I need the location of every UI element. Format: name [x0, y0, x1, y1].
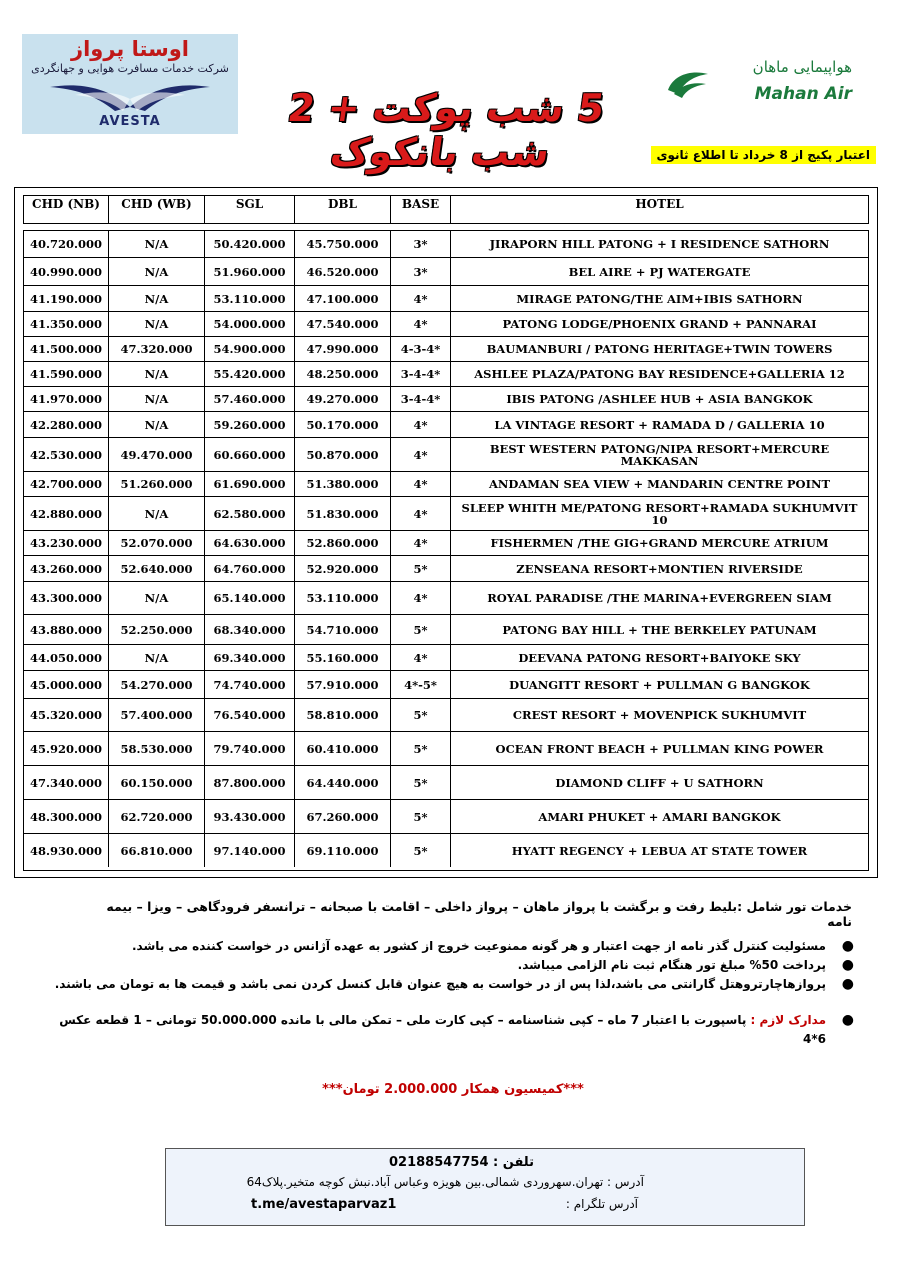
- cell-hotel: LA VINTAGE RESORT + RAMADA D / GALLERIA 10: [450, 412, 868, 437]
- cell-chd-wb: N/A: [108, 231, 204, 257]
- contact-box: [165, 1148, 805, 1226]
- bullet-icon: ●: [841, 938, 854, 954]
- table-row: [24, 731, 868, 765]
- cell-dbl: 49.270.000: [294, 387, 390, 411]
- cell-base: 4*: [390, 412, 450, 437]
- cell-hotel: ROYAL PARADISE /THE MARINA+EVERGREEN SIAM: [450, 582, 868, 614]
- table-row: [24, 799, 868, 833]
- tour-services: خدمات تور شامل :بلیط رفت و برگشت با پرواز ماهان – پرواز داخلی – اقامت با صبحانه – ترانسفر فرودگاهی – ویزا – بیمه نامه: [106, 899, 852, 929]
- cell-dbl: 54.710.000: [294, 615, 390, 644]
- cell-dbl: 64.440.000: [294, 766, 390, 799]
- cell-hotel: FISHERMEN /THE GIG+GRAND MERCURE ATRIUM: [450, 531, 868, 555]
- table-row: [24, 411, 868, 437]
- cell-hotel: BEST WESTERN PATONG/NIPA RESORT+MERCURE MAKKASAN: [450, 438, 868, 471]
- contact-phone: تلفن : 02188547754: [389, 1155, 534, 1170]
- table-row: [24, 311, 868, 336]
- cell-hotel: BAUMANBURI / PATONG HERITAGE+TWIN TOWERS: [450, 337, 868, 361]
- cell-hotel: IBIS PATONG /ASHLEE HUB + ASIA BANGKOK: [450, 387, 868, 411]
- cell-dbl: 52.860.000: [294, 531, 390, 555]
- cell-hotel: DIAMOND CLIFF + U SATHORN: [450, 766, 868, 799]
- cell-base: 4*-5*: [390, 671, 450, 698]
- cell-base: 5*: [390, 556, 450, 581]
- table-row: [24, 581, 868, 614]
- telegram-link[interactable]: t.me/avestaparvaz1: [251, 1197, 397, 1212]
- cell-hotel: ASHLEE PLAZA/PATONG BAY RESIDENCE+GALLERIA 12: [450, 362, 868, 386]
- cell-chd-wb: 47.320.000: [108, 337, 204, 361]
- header-dbl: DBL: [294, 196, 390, 223]
- page-title: 5 شب پوکت + 2 شب بانکوک: [285, 86, 608, 174]
- cell-sgl: 69.340.000: [204, 645, 294, 670]
- cell-sgl: 97.140.000: [204, 834, 294, 867]
- cell-dbl: 53.110.000: [294, 582, 390, 614]
- table-row: [24, 361, 868, 386]
- cell-sgl: 62.580.000: [204, 497, 294, 530]
- note-item: [54, 937, 854, 956]
- cell-hotel: MIRAGE PATONG/THE AIM+IBIS SATHORN: [450, 286, 868, 311]
- table-row: [24, 336, 868, 361]
- cell-chd-nb: 47.340.000: [29, 775, 103, 790]
- cell-base: 5*: [390, 615, 450, 644]
- cell-chd-wb: 62.720.000: [108, 800, 204, 833]
- table-row: [24, 698, 868, 731]
- cell-chd-nb: 41.590.000: [29, 367, 103, 381]
- cell-dbl: 67.260.000: [294, 800, 390, 833]
- cell-dbl: 48.250.000: [294, 362, 390, 386]
- cell-base: 4*: [390, 582, 450, 614]
- table-row: [24, 555, 868, 581]
- note-item: [54, 975, 854, 994]
- cell-sgl: 64.760.000: [204, 556, 294, 581]
- cell-chd-wb: 54.270.000: [108, 671, 204, 698]
- note-text: پروازهاچارتروهتل گارانتی می باشد،لذا پس از در خواست به هیچ عنوان قابل کنسل کردن نمی باشد و قیمت ها به تومان می باشند.: [54, 977, 826, 991]
- cell-sgl: 79.740.000: [204, 732, 294, 765]
- cell-sgl: 74.740.000: [204, 671, 294, 698]
- cell-dbl: 51.380.000: [294, 472, 390, 496]
- notes-list: [54, 937, 854, 1049]
- cell-dbl: 50.870.000: [294, 438, 390, 471]
- cell-chd-wb: 58.530.000: [108, 732, 204, 765]
- bullet-icon: ●: [841, 957, 854, 973]
- note-text: پرداخت 50% مبلغ تور هنگام ثبت نام الزامی میباشد.: [517, 958, 826, 972]
- cell-base: 5*: [390, 800, 450, 833]
- cell-hotel: ZENSEANA RESORT+MONTIEN RIVERSIDE: [450, 556, 868, 581]
- cell-dbl: 45.750.000: [294, 231, 390, 257]
- cell-base: 4*: [390, 286, 450, 311]
- cell-chd-nb: 42.530.000: [29, 447, 103, 462]
- documents-text: پاسپورت با اعتبار 7 ماه – کپی شناسنامه – کپی کارت ملی – تمکن مالی با مانده 50.000.000 تومانی – 1 قطعه عکس 6*4: [59, 1013, 826, 1046]
- table-header: [23, 195, 869, 224]
- required-documents: [54, 1011, 854, 1049]
- cell-chd-wb: N/A: [108, 497, 204, 530]
- mahan-air-en: Mahan Air: [754, 84, 852, 104]
- avesta-logo-subtitle: شرکت خدمات مسافرت هوایی و جهانگردی: [31, 62, 229, 75]
- cell-base: 5*: [390, 699, 450, 731]
- cell-chd-nb: 43.260.000: [29, 561, 103, 576]
- cell-chd-nb: 44.050.000: [29, 650, 103, 665]
- cell-hotel: DUANGITT RESORT + PULLMAN G BANGKOK: [450, 671, 868, 698]
- bullet-icon: ●: [841, 1012, 854, 1028]
- cell-dbl: 51.830.000: [294, 497, 390, 530]
- cell-sgl: 54.900.000: [204, 337, 294, 361]
- cell-hotel: CREST RESORT + MOVENPICK SUKHUMVIT: [450, 699, 868, 731]
- cell-chd-nb: 43.300.000: [29, 591, 103, 605]
- cell-hotel: PATONG LODGE/PHOENIX GRAND + PANNARAI: [450, 312, 868, 336]
- cell-base: 3-4-4*: [390, 387, 450, 411]
- cell-base: 4*: [390, 645, 450, 670]
- mahan-air-fa: هواپیمایی ماهان: [752, 58, 852, 76]
- table-row: [24, 437, 868, 471]
- wings-icon: [45, 77, 215, 115]
- cell-chd-nb: 42.700.000: [29, 477, 103, 491]
- cell-chd-wb: 49.470.000: [108, 438, 204, 471]
- table-row: [24, 496, 868, 530]
- cell-hotel: DEEVANA PATONG RESORT+BAIYOKE SKY: [450, 645, 868, 670]
- cell-hotel: PATONG BAY HILL + THE BERKELEY PATUNAM: [450, 615, 868, 644]
- table-row: [24, 833, 868, 867]
- cell-dbl: 55.160.000: [294, 645, 390, 670]
- cell-sgl: 50.420.000: [204, 231, 294, 257]
- cell-hotel: HYATT REGENCY + LEBUA AT STATE TOWER: [450, 834, 868, 867]
- note-item: [54, 956, 854, 975]
- cell-chd-wb: 60.150.000: [108, 766, 204, 799]
- header-base: BASE: [390, 196, 450, 223]
- cell-chd-wb: N/A: [108, 645, 204, 670]
- cell-chd-nb: 45.000.000: [29, 677, 103, 692]
- table-row: [24, 765, 868, 799]
- header-sgl: SGL: [204, 196, 294, 223]
- cell-hotel: BEL AIRE + PJ WATERGATE: [450, 258, 868, 285]
- table-row: [24, 285, 868, 311]
- cell-dbl: 58.810.000: [294, 699, 390, 731]
- table-row: [24, 614, 868, 644]
- cell-sgl: 68.340.000: [204, 615, 294, 644]
- cell-base: 4*: [390, 312, 450, 336]
- cell-chd-nb: 40.720.000: [29, 237, 103, 251]
- contact-address: آدرس : تهران.سهروردی شمالی.بین هویزه وعباس آباد.نبش کوچه متخیر.پلاک64: [246, 1175, 644, 1189]
- note-text: مسئولیت کنترل گذر نامه از جهت اعتبار و هر گونه ممنوعیت خروج از کشور به عهده آژانس در خواست کننده می باشد.: [131, 939, 826, 953]
- cell-base: 4*: [390, 497, 450, 530]
- table-row: [24, 670, 868, 698]
- cell-dbl: 46.520.000: [294, 258, 390, 285]
- cell-sgl: 55.420.000: [204, 362, 294, 386]
- cell-chd-nb: 42.280.000: [29, 417, 103, 432]
- cell-chd-wb: 57.400.000: [108, 699, 204, 731]
- cell-chd-wb: 52.640.000: [108, 556, 204, 581]
- cell-sgl: 87.800.000: [204, 766, 294, 799]
- cell-chd-wb: N/A: [108, 362, 204, 386]
- cell-chd-nb: 41.500.000: [29, 342, 103, 356]
- cell-base: 3*: [390, 231, 450, 257]
- cell-hotel: JIRAPORN HILL PATONG + I RESIDENCE SATHORN: [450, 231, 868, 257]
- cell-sgl: 60.660.000: [204, 438, 294, 471]
- header-chd-wb: CHD (WB): [108, 196, 204, 223]
- cell-dbl: 60.410.000: [294, 732, 390, 765]
- cell-sgl: 76.540.000: [204, 699, 294, 731]
- cell-dbl: 47.540.000: [294, 312, 390, 336]
- cell-base: 5*: [390, 732, 450, 765]
- avesta-logo-fa-title: اوستا پرواز: [71, 37, 189, 61]
- cell-sgl: 54.000.000: [204, 312, 294, 336]
- price-table: [14, 187, 878, 878]
- mahan-air-logo: [662, 52, 872, 112]
- cell-chd-wb: 52.070.000: [108, 531, 204, 555]
- bullet-icon: ●: [841, 976, 854, 992]
- mahan-bird-icon: [664, 66, 712, 100]
- avesta-logo: [22, 34, 238, 134]
- cell-chd-wb: N/A: [108, 387, 204, 411]
- cell-hotel: ANDAMAN SEA VIEW + MANDARIN CENTRE POINT: [450, 472, 868, 496]
- cell-sgl: 53.110.000: [204, 286, 294, 311]
- cell-base: 4*: [390, 472, 450, 496]
- cell-chd-nb: 48.930.000: [29, 843, 103, 858]
- cell-chd-nb: 41.970.000: [29, 392, 103, 406]
- cell-sgl: 65.140.000: [204, 582, 294, 614]
- cell-chd-nb: 48.300.000: [29, 809, 103, 824]
- cell-chd-wb: N/A: [108, 582, 204, 614]
- cell-sgl: 51.960.000: [204, 258, 294, 285]
- cell-chd-nb: 41.350.000: [29, 317, 103, 331]
- cell-chd-nb: 40.990.000: [29, 264, 103, 279]
- cell-chd-nb: 43.880.000: [29, 622, 103, 637]
- telegram-label: آدرس تلگرام :: [565, 1197, 638, 1211]
- cell-hotel: OCEAN FRONT BEACH + PULLMAN KING POWER: [450, 732, 868, 765]
- cell-chd-nb: 45.320.000: [29, 708, 103, 722]
- cell-sgl: 61.690.000: [204, 472, 294, 496]
- cell-dbl: 47.990.000: [294, 337, 390, 361]
- cell-chd-nb: 41.190.000: [29, 291, 103, 306]
- cell-chd-wb: N/A: [108, 286, 204, 311]
- cell-dbl: 57.910.000: [294, 671, 390, 698]
- cell-dbl: 69.110.000: [294, 834, 390, 867]
- cell-base: 4-3-4*: [390, 337, 450, 361]
- cell-sgl: 93.430.000: [204, 800, 294, 833]
- cell-chd-nb: 45.920.000: [29, 741, 103, 756]
- cell-base: 4*: [390, 531, 450, 555]
- package-validity: اعتبار پکیج از 8 خرداد تا اطلاع ثانوی: [651, 146, 877, 164]
- cell-chd-wb: N/A: [108, 258, 204, 285]
- header-chd-nb: CHD (NB): [32, 197, 100, 211]
- table-row: [24, 230, 868, 257]
- cell-base: 5*: [390, 834, 450, 867]
- avesta-logo-brand: AVESTA: [99, 114, 161, 129]
- cell-chd-wb: 51.260.000: [108, 472, 204, 496]
- cell-sgl: 59.260.000: [204, 412, 294, 437]
- table-row: [24, 471, 868, 496]
- partner-commission: ***کمیسیون همکار 2.000.000 تومان***: [322, 1082, 584, 1097]
- cell-base: 3*: [390, 258, 450, 285]
- cell-sgl: 64.630.000: [204, 531, 294, 555]
- cell-chd-wb: 66.810.000: [108, 834, 204, 867]
- cell-base: 4*: [390, 438, 450, 471]
- cell-dbl: 52.920.000: [294, 556, 390, 581]
- cell-chd-nb: 43.230.000: [29, 536, 103, 550]
- cell-chd-wb: N/A: [108, 312, 204, 336]
- cell-sgl: 57.460.000: [204, 387, 294, 411]
- cell-chd-wb: 52.250.000: [108, 615, 204, 644]
- table-body: [23, 230, 869, 871]
- cell-dbl: 47.100.000: [294, 286, 390, 311]
- cell-base: 5*: [390, 766, 450, 799]
- table-row: [24, 386, 868, 411]
- cell-hotel: AMARI PHUKET + AMARI BANGKOK: [450, 800, 868, 833]
- table-row: [24, 257, 868, 285]
- cell-chd-nb: 42.880.000: [29, 506, 103, 521]
- documents-label: مدارک لازم :: [750, 1013, 826, 1027]
- header-hotel: HOTEL: [450, 196, 868, 223]
- cell-base: 3-4-4*: [390, 362, 450, 386]
- cell-dbl: 50.170.000: [294, 412, 390, 437]
- cell-hotel: SLEEP WHITH ME/PATONG RESORT+RAMADA SUKHUMVIT 10: [450, 497, 868, 530]
- table-row: [24, 644, 868, 670]
- table-row: [24, 530, 868, 555]
- cell-chd-wb: N/A: [108, 412, 204, 437]
